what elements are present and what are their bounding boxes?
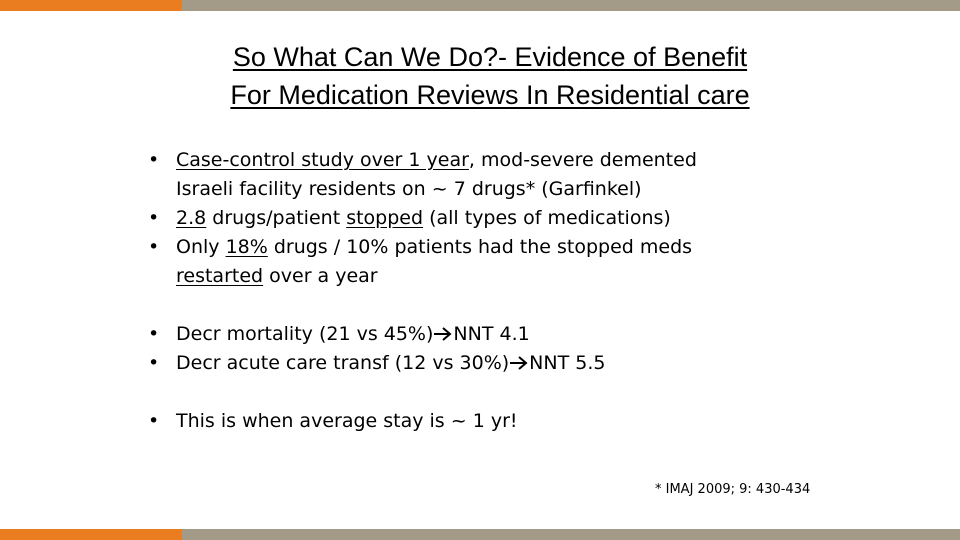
bullet-dot: •	[148, 236, 160, 258]
bullet-restarted	[148, 233, 828, 291]
study-population-text: , mod-severe demented	[468, 149, 697, 171]
acute-care-nnt: NNT 5.5	[529, 352, 606, 374]
spacer	[148, 378, 828, 407]
bullet-dot: •	[148, 149, 160, 171]
restarted-word: restarted	[176, 265, 264, 287]
bullet-list	[148, 146, 828, 436]
mortality-nnt: NNT 4.1	[453, 323, 530, 345]
bullet-drugs-stopped	[148, 204, 828, 233]
title-line-1: So What Can We Do?- Evidence of Benefit	[232, 42, 748, 72]
drugs-stopped-text: drugs/patient	[206, 207, 347, 229]
bullet-mortality	[148, 320, 828, 349]
bullet-dot: •	[148, 323, 160, 345]
drugs-stopped-note: (all types of medications)	[423, 207, 671, 229]
title-line-2: For Medication Reviews In Residential care	[230, 80, 750, 110]
bullet-average-stay	[148, 407, 828, 436]
restarted-percent: 18%	[225, 236, 268, 258]
study-population-text-2: Israeli facility residents on ~ 7 drugs* (Garfinkel)	[176, 178, 642, 200]
top-accent-bar	[0, 0, 960, 11]
bullet-acute-care	[148, 349, 828, 378]
study-design-text: Case-control study over 1 year	[176, 149, 469, 171]
right-arrow-icon	[433, 326, 453, 342]
bottom-accent-bar	[0, 529, 960, 540]
bottom-accent-gray	[182, 529, 960, 540]
stopped-word: stopped	[346, 207, 424, 229]
acute-care-text: Decr acute care transf (12 vs 30%)	[176, 352, 510, 374]
drugs-stopped-value: 2.8	[176, 207, 207, 229]
top-accent-gray	[182, 0, 960, 11]
bullet-dot: •	[148, 207, 160, 229]
spacer	[148, 291, 828, 320]
mortality-text: Decr mortality (21 vs 45%)	[176, 323, 434, 345]
slide-title	[150, 38, 830, 114]
bullet-study	[148, 146, 828, 204]
citation-footnote: * IMAJ 2009; 9: 430-434	[655, 482, 811, 497]
bullet-dot: •	[148, 410, 160, 432]
bullet-dot: •	[148, 352, 160, 374]
restarted-lead: Only	[176, 236, 226, 258]
restarted-tail: over a year	[263, 265, 378, 287]
average-stay-text: This is when average stay is ~ 1 yr!	[176, 410, 518, 432]
right-arrow-icon	[509, 355, 529, 371]
restarted-text: drugs / 10% patients had the stopped meds	[267, 236, 693, 258]
top-accent-orange	[0, 0, 182, 11]
bottom-accent-orange	[0, 529, 182, 540]
